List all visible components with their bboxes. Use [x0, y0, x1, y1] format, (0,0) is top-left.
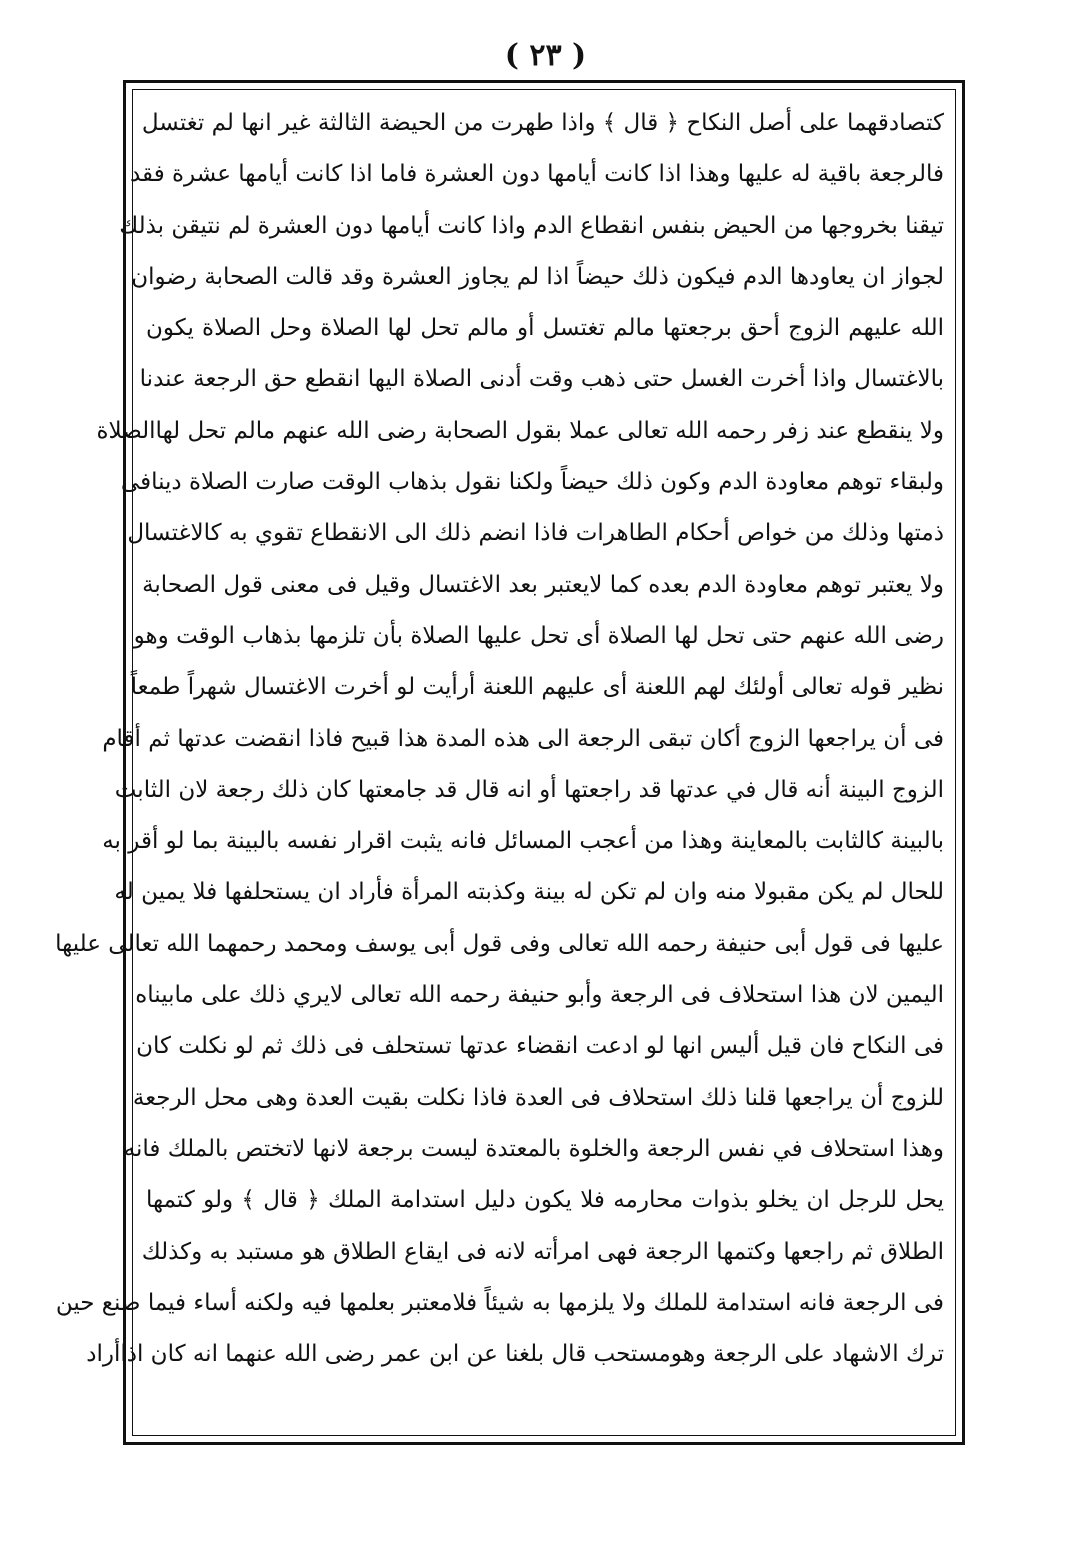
text-line: ذمتها وذلك من خواص أحكام الطاهرات فاذا انضم ذلك الى الانقطاع تقوي به كالاغتسال [127, 520, 944, 547]
text-line: يحل للرجل ان يخلو بذوات محارمه فلا يكون دليل استدامة الملك ﴿ قال ﴾ ولو كتمها [146, 1187, 944, 1214]
text-line: فى النكاح فان قيل أليس انها لو ادعت انقضاء عدتها تستحلف فى ذلك ثم لو نكلت كان [136, 1033, 944, 1060]
text-line: نظير قوله تعالى أولئك لهم اللعنة أى عليهم اللعنة أرأيت لو أخرت الاغتسال شهراً طمعاً [130, 674, 944, 701]
text-line: عليها فى قول أبى حنيفة رحمه الله تعالى وفى قول أبى يوسف ومحمد رحمهما الله تعالى عليها [55, 930, 944, 957]
text-line: ولا يعتبر توهم معاودة الدم بعده كما لايعتبر بعد الاغتسال وقيل فى معنى قول الصحابة [142, 571, 944, 598]
text-line: ولبقاء توهم معاودة الدم وكون ذلك حيضاً ولكنا نقول بذهاب الوقت صارت الصلاة دينافى [120, 469, 944, 496]
text-line: تيقنا بخروجها من الحيض بنفس انقطاع الدم واذا كانت أيامها دون العشرة لم نتيقن بذلك [119, 212, 944, 239]
text-line: وهذا استحلاف في نفس الرجعة والخلوة بالمعتدة ليست برجعة لانها لاتختص بالملك فانه [123, 1135, 944, 1162]
text-line: للزوج أن يراجعها قلنا ذلك استحلاف فى العدة فاذا نكلت بقيت العدة وهى محل الرجعة [132, 1084, 944, 1111]
text-line: الله عليهم الزوج أحق برجعتها مالم تغتسل أو مالم تحل لها الصلاة وحل الصلاة يكون [146, 315, 944, 342]
text-line: بالاغتسال واذا أخرت الغسل حتى ذهب وقت أدنى الصلاة اليها انقطع حق الرجعة عندنا [139, 366, 944, 393]
page-body [55, 98, 944, 1434]
text-line: لجواز ان يعاودها الدم فيكون ذلك حيضاً اذا لم يجاوز العشرة وقد قالت الصحابة رضوان [131, 263, 944, 290]
text-line: الزوج البينة أنه قال في عدتها قد راجعتها أو انه قال قد جامعتها كان ذلك رجعة لان الثابت [114, 776, 944, 803]
text-line: فالرجعة باقية له عليها وهذا اذا كانت أيامها دون العشرة فاما اذا كانت أيامها عشرة فقد [129, 161, 944, 188]
text-line: اليمين لان هذا استحلاف فى الرجعة وأبو حنيفة رحمه الله تعالى لايري ذلك على مابيناه [135, 982, 944, 1009]
page-number: ( ٢٣ ) [504, 38, 587, 73]
text-line: ترك الاشهاد على الرجعة وهومستحب قال بلغنا عن ابن عمر رضى الله عنهما انه كان اذاأراد [86, 1341, 944, 1368]
text-line: رضى الله عنهم حتى تحل لها الصلاة أى تحل عليها الصلاة بأن تلزمها بذهاب الوقت وهو [133, 622, 944, 649]
text-line: فى الرجعة فانه استدامة للملك ولا يلزمها به شيئاً فلامعتبر بعلمها فيه ولكنه أساء فيما صنع حين [55, 1289, 944, 1316]
text-line: كتصادقهما على أصل النكاح ﴿ قال ﴾ واذا طهرت من الحيضة الثالثة غير انها لم تغتسل [141, 110, 944, 136]
text-line: الطلاق ثم راجعها وكتمها الرجعة فهى امرأته لانه فى ايقاع الطلاق هو مستبد به وكذلك [141, 1238, 944, 1265]
text-line: للحال لم يكن مقبولا منه وان لم تكن له بينة وكذبته المرأة فأراد ان يستحلفها فلا يمين له [114, 879, 944, 906]
text-line: بالبينة كالثابت بالمعاينة وهذا من أعجب المسائل فانه يثبت اقرار نفسه بالبينة بما لو أقر به [102, 828, 944, 855]
text-line: ولا ينقطع عند زفر رحمه الله تعالى عملا بقول الصحابة رضى الله عنهم مالم تحل لهاالصلاة [96, 417, 944, 444]
text-line: فى أن يراجعها الزوج أكان تبقى الرجعة الى هذه المدة هذا قبيح فاذا انقضت عدتها ثم أقام [102, 725, 944, 752]
